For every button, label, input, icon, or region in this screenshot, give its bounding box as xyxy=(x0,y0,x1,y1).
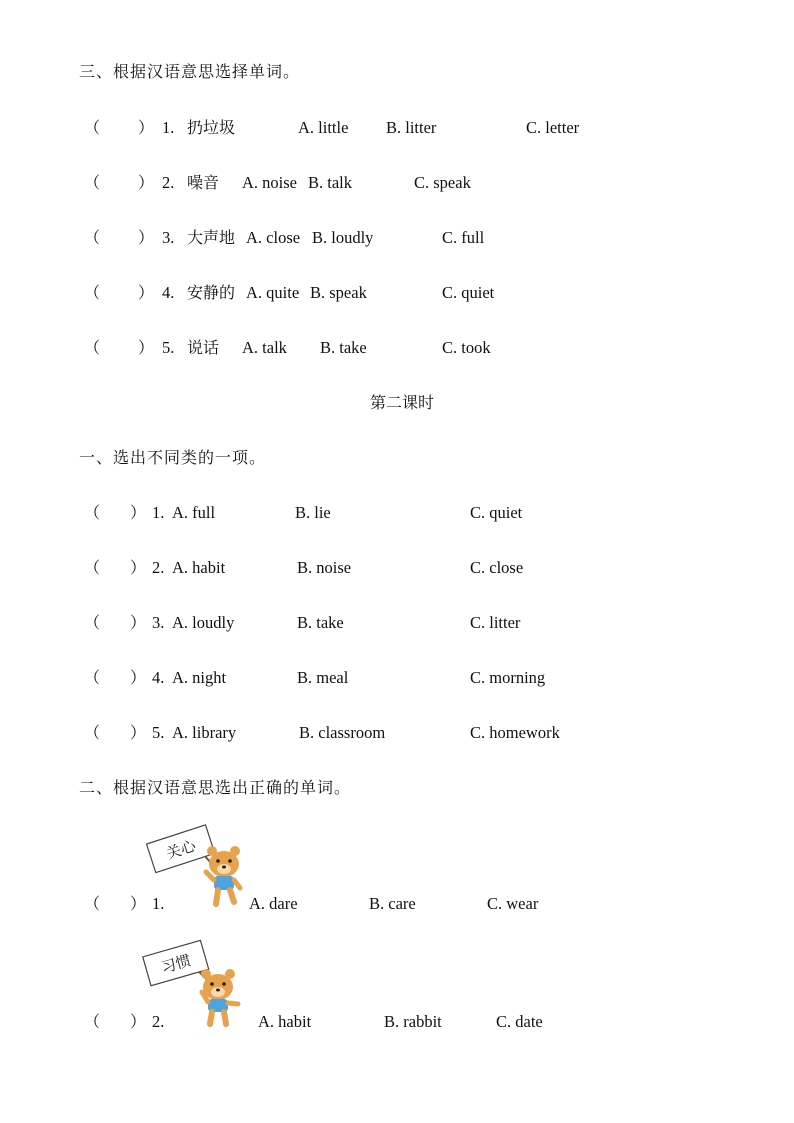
option-a: A. close xyxy=(246,228,301,247)
answer-paren-open: （ xyxy=(84,338,101,357)
answer-paren-close: ） xyxy=(138,118,155,137)
option-a: A. full xyxy=(172,503,216,522)
question-number: 1. xyxy=(162,118,175,137)
question-number: 3. xyxy=(152,613,165,632)
option-c: C. morning xyxy=(470,668,546,687)
option-b: B. noise xyxy=(297,558,352,577)
sign-label: 习惯 xyxy=(159,951,193,977)
option-c: C. litter xyxy=(470,613,521,632)
answer-paren-close: ） xyxy=(130,503,147,522)
option-b: B. take xyxy=(297,613,344,632)
option-b: B. rabbit xyxy=(384,1012,442,1031)
option-b: B. classroom xyxy=(299,723,386,742)
option-a: A. dare xyxy=(249,894,298,913)
option-c: C. quiet xyxy=(442,283,495,302)
question-number: 2. xyxy=(152,1012,165,1031)
option-c: C. homework xyxy=(470,723,560,742)
answer-paren-open: （ xyxy=(84,118,101,137)
option-c: C. date xyxy=(496,1012,543,1031)
question-number: 2. xyxy=(152,558,165,577)
chinese-meaning: 安静的 xyxy=(187,283,236,302)
option-a: A. noise xyxy=(242,173,297,192)
option-b: B. talk xyxy=(308,173,352,192)
option-a: A. quite xyxy=(246,283,300,302)
answer-paren-open: （ xyxy=(84,668,101,687)
option-c: C. wear xyxy=(487,894,539,913)
chinese-meaning: 说话 xyxy=(187,338,220,357)
answer-paren-close: ） xyxy=(130,1012,147,1031)
chinese-meaning: 噪音 xyxy=(187,173,220,192)
chinese-meaning: 大声地 xyxy=(187,228,236,247)
answer-paren-open: （ xyxy=(84,723,101,742)
option-b: B. meal xyxy=(297,668,349,687)
option-a: A. little xyxy=(298,118,349,137)
option-c: C. close xyxy=(470,558,524,577)
answer-paren-open: （ xyxy=(84,894,101,913)
option-a: A. library xyxy=(172,723,237,742)
option-c: C. letter xyxy=(526,118,580,137)
answer-paren-open: （ xyxy=(84,558,101,577)
answer-paren-open: （ xyxy=(84,613,101,632)
answer-paren-close: ） xyxy=(130,723,147,742)
question-number: 3. xyxy=(162,228,175,247)
option-a: A. loudly xyxy=(172,613,235,632)
option-c: C. took xyxy=(442,338,491,357)
option-a: A. habit xyxy=(258,1012,312,1031)
option-b: B. loudly xyxy=(312,228,374,247)
answer-paren-open: （ xyxy=(84,228,101,247)
option-a: A. habit xyxy=(172,558,226,577)
answer-paren-open: （ xyxy=(84,1012,101,1031)
question-number: 5. xyxy=(162,338,175,357)
option-c: C. speak xyxy=(414,173,471,192)
lesson-title: 第二课时 xyxy=(370,393,435,412)
option-a: A. talk xyxy=(242,338,287,357)
answer-paren-close: ） xyxy=(130,668,147,687)
option-b: B. care xyxy=(369,894,416,913)
answer-paren-close: ） xyxy=(130,558,147,577)
section-2-title: 二、根据汉语意思选出正确的单词。 xyxy=(79,778,352,797)
question-number: 5. xyxy=(152,723,165,742)
question-number: 1. xyxy=(152,503,165,522)
chinese-meaning: 扔垃圾 xyxy=(187,118,236,137)
option-c: C. full xyxy=(442,228,485,247)
answer-paren-close: ） xyxy=(130,894,147,913)
answer-paren-close: ） xyxy=(138,283,155,302)
option-b: B. take xyxy=(320,338,367,357)
answer-paren-close: ） xyxy=(138,173,155,192)
question-number: 2. xyxy=(162,173,175,192)
answer-paren-close: ） xyxy=(138,338,155,357)
answer-paren-close: ） xyxy=(130,613,147,632)
question-number: 1. xyxy=(152,894,165,913)
answer-paren-open: （ xyxy=(84,283,101,302)
answer-paren-open: （ xyxy=(84,503,101,522)
option-b: B. speak xyxy=(310,283,367,302)
option-c: C. quiet xyxy=(470,503,523,522)
option-b: B. litter xyxy=(386,118,437,137)
option-b: B. lie xyxy=(295,503,331,522)
question-number: 4. xyxy=(152,668,165,687)
question-number: 4. xyxy=(162,283,175,302)
sign-label: 关心 xyxy=(163,836,199,863)
section-3-title: 三、根据汉语意思选择单词。 xyxy=(79,62,301,81)
answer-paren-close: ） xyxy=(138,228,155,247)
option-a: A. night xyxy=(172,668,227,687)
section-1-title: 一、选出不同类的一项。 xyxy=(79,448,267,467)
answer-paren-open: （ xyxy=(84,173,101,192)
